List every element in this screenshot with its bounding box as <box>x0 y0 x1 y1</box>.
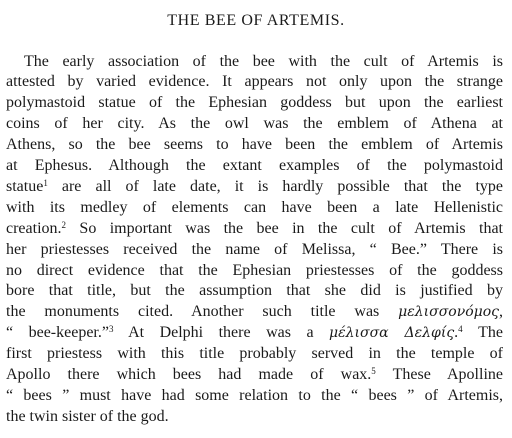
paragraph-line: coins of her city. As the owl was the emblem of Athena at <box>6 115 503 132</box>
line-text: “ bee-keeper.” <box>6 324 109 341</box>
line-text: The <box>462 324 504 341</box>
paragraph-line <box>6 323 503 343</box>
paragraph-line: attested by varied evidence. It appears not only upon the strange <box>6 73 503 90</box>
paragraph-line: “ bees ” must have had some relation to the “ bees ” of Artemis, <box>6 387 503 404</box>
footnote-marker[interactable]: 4 <box>458 324 463 334</box>
chapter-title: THE BEE OF ARTEMIS. <box>167 12 345 29</box>
paragraph-line: first priestess with this title probably served in the temple of <box>6 345 503 362</box>
line-text: the monuments cited. Another such title was <box>6 303 399 320</box>
line-text: So important was the bee in the cult of Artemis that <box>66 220 503 237</box>
line-text: creation. <box>6 220 62 237</box>
paragraph-line <box>6 365 503 385</box>
paragraph-line <box>6 302 503 322</box>
greek-term: μέλισσα Δελφίς <box>329 325 455 341</box>
line-text: At Delphi there was a <box>113 324 330 341</box>
line-text: , <box>499 303 503 320</box>
paragraph-line: no direct evidence that the Ephesian priestesses of the goddess <box>6 262 503 279</box>
footnote-marker[interactable]: 2 <box>61 220 67 230</box>
paragraph-line: her priestesses received the name of Melissa, “ Bee.” There is <box>6 241 503 258</box>
line-text: Apollo there which bees had made of wax. <box>6 366 372 383</box>
paragraph-line: bore that title, but the assumption that she did is justified by <box>6 282 503 299</box>
paragraph-line <box>6 219 503 239</box>
paragraph-line: at Ephesus. Although the extant examples of the polymastoid <box>6 157 503 174</box>
paragraph-line: with its medley of elements can have been a late Hellenistic <box>6 199 503 216</box>
paragraph-line: The early association of the bee with the cult of Artemis is <box>24 53 503 70</box>
greek-term: μελισσονόμος <box>398 304 499 320</box>
paragraph-line: polymastoid statue of the Ephesian goddess but upon the earliest <box>6 94 503 111</box>
line-text: . <box>454 324 459 341</box>
line-text: statue <box>6 178 44 195</box>
paragraph-line: the twin sister of the god. <box>6 408 169 425</box>
paragraph-line: Athens, so the bee seems to have been the emblem of Artemis <box>6 136 503 153</box>
line-text: These Apolline <box>375 366 503 383</box>
footnote-marker[interactable]: 3 <box>108 324 114 334</box>
paragraph-line <box>6 177 503 197</box>
footnote-marker[interactable]: 1 <box>43 178 48 188</box>
line-text: are all of late date, it is hardly possible that the type <box>47 178 503 195</box>
footnote-marker[interactable]: 5 <box>371 366 376 376</box>
